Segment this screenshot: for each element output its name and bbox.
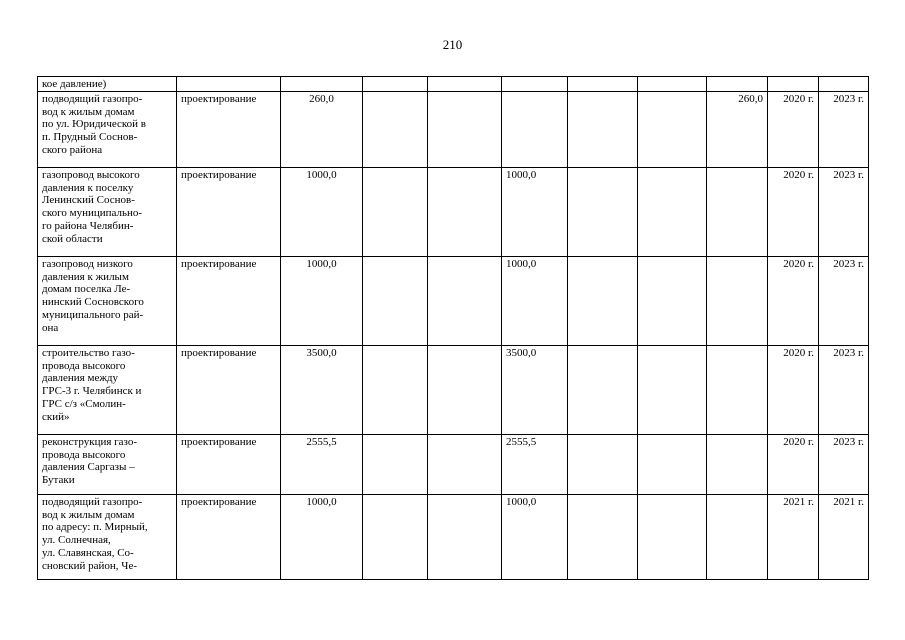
table-row (38, 435, 869, 495)
value-cell: 1000,0 (502, 257, 568, 346)
stage-cell: проектирование (177, 435, 281, 495)
start-year-cell: 2021 г. (768, 495, 819, 580)
value-cell (363, 257, 428, 346)
end-year-cell: 2023 г. (819, 346, 869, 435)
object-name-cell: газопровод низкого давления к жилым домам поселка Ле- нинский Сосновского муниципального рай- она (38, 257, 177, 346)
total-cell: 260,0 (281, 92, 363, 168)
table-row (38, 346, 869, 435)
stage-cell: проектирование (177, 495, 281, 580)
value-cell (638, 495, 707, 580)
value-cell (568, 346, 638, 435)
object-name-cell: газопровод высокого давления к поселку Ленинский Соснов- ского муниципально- го района Челябин- ской области (38, 168, 177, 257)
start-year-cell: 2020 г. (768, 257, 819, 346)
value-cell (707, 495, 768, 580)
value-cell (638, 77, 707, 92)
value-cell (638, 257, 707, 346)
value-cell (707, 77, 768, 92)
total-cell: 1000,0 (281, 168, 363, 257)
value-cell (363, 77, 428, 92)
object-name-cell: подводящий газопро- вод к жилым домам по адресу: п. Мирный, ул. Солнечная, ул. Славянская, Со- сновский район, Че- (38, 495, 177, 580)
value-cell (707, 257, 768, 346)
project-table (37, 76, 869, 580)
value-cell (568, 435, 638, 495)
value-cell (638, 168, 707, 257)
value-cell (707, 346, 768, 435)
table-row (38, 77, 869, 92)
stage-cell: проектирование (177, 92, 281, 168)
stage-cell (177, 77, 281, 92)
value-cell (363, 495, 428, 580)
value-cell (428, 257, 502, 346)
stage-cell: проектирование (177, 168, 281, 257)
total-cell: 2555,5 (281, 435, 363, 495)
value-cell (428, 168, 502, 257)
stage-cell: проектирование (177, 346, 281, 435)
object-name-cell: кое давление) (38, 77, 177, 92)
value-cell (638, 92, 707, 168)
value-cell (568, 495, 638, 580)
value-cell (363, 168, 428, 257)
end-year-cell (819, 77, 869, 92)
value-cell (363, 92, 428, 168)
table-row (38, 92, 869, 168)
value-cell (428, 435, 502, 495)
value-cell: 1000,0 (502, 168, 568, 257)
value-cell (707, 168, 768, 257)
value-cell (568, 257, 638, 346)
value-cell: 260,0 (707, 92, 768, 168)
end-year-cell: 2023 г. (819, 92, 869, 168)
total-cell: 1000,0 (281, 257, 363, 346)
value-cell (568, 77, 638, 92)
value-cell (502, 77, 568, 92)
stage-cell: проектирование (177, 257, 281, 346)
object-name-cell: реконструкция газо- провода высокого давления Саргазы – Бутаки (38, 435, 177, 495)
value-cell (363, 435, 428, 495)
value-cell (428, 495, 502, 580)
total-cell (281, 77, 363, 92)
object-name-cell: строительство газо- провода высокого давления между ГРС-3 г. Челябинск и ГРС с/з «Смолин- ский» (38, 346, 177, 435)
table-row (38, 495, 869, 580)
start-year-cell: 2020 г. (768, 92, 819, 168)
value-cell (568, 168, 638, 257)
table-row (38, 257, 869, 346)
value-cell (638, 435, 707, 495)
value-cell: 1000,0 (502, 495, 568, 580)
end-year-cell: 2023 г. (819, 168, 869, 257)
value-cell: 2555,5 (502, 435, 568, 495)
value-cell (428, 77, 502, 92)
start-year-cell: 2020 г. (768, 168, 819, 257)
end-year-cell: 2023 г. (819, 257, 869, 346)
value-cell (707, 435, 768, 495)
total-cell: 3500,0 (281, 346, 363, 435)
value-cell (428, 346, 502, 435)
total-cell: 1000,0 (281, 495, 363, 580)
start-year-cell: 2020 г. (768, 346, 819, 435)
value-cell (502, 92, 568, 168)
value-cell (638, 346, 707, 435)
object-name-cell: подводящий газопро- вод к жилым домам по ул. Юридической в п. Прудный Соснов- ского района (38, 92, 177, 168)
value-cell (428, 92, 502, 168)
start-year-cell (768, 77, 819, 92)
start-year-cell: 2020 г. (768, 435, 819, 495)
table-row (38, 168, 869, 257)
value-cell (363, 346, 428, 435)
end-year-cell: 2023 г. (819, 435, 869, 495)
value-cell (568, 92, 638, 168)
end-year-cell: 2021 г. (819, 495, 869, 580)
page-number: 210 (442, 37, 463, 52)
value-cell: 3500,0 (502, 346, 568, 435)
